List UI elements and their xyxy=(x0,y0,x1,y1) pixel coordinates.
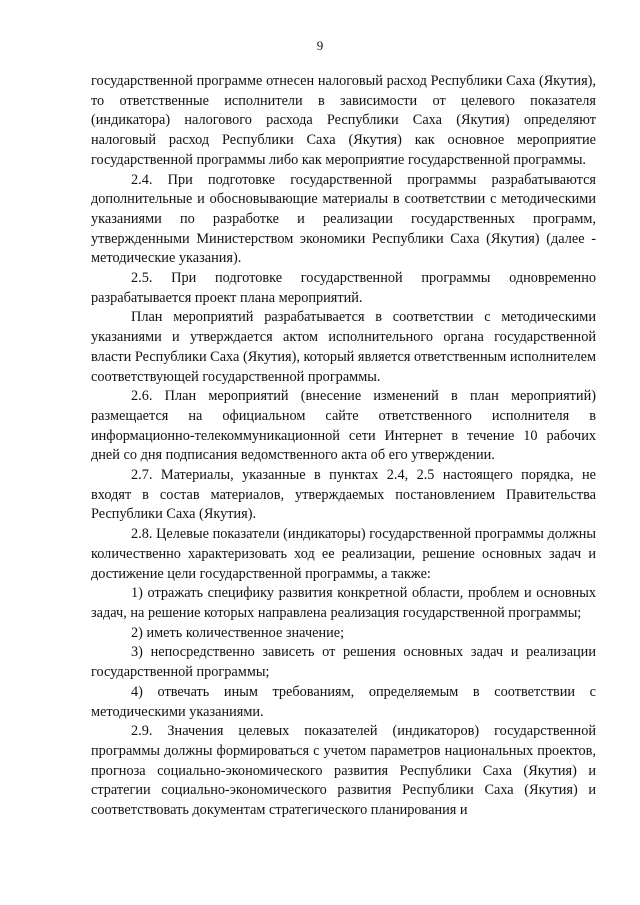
paragraph: 2.5. При подготовке государственной программы одновременно разрабатывается проект плана мероприятий. xyxy=(91,270,596,306)
paragraph: 2.8. Целевые показатели (индикаторы) государственной программы должны количественно характеризовать ход ее реализации, решение основных задач и достижение цели государственной программы, а также: xyxy=(91,526,596,582)
paragraph: План мероприятий разрабатывается в соответствии с методическими указаниями и утверждается актом исполнительного органа государственной власти Республики Саха (Якутия), который является ответственным исполнителем соответствующей государственной программы. xyxy=(91,309,596,385)
paragraph: 2.6. План мероприятий (внесение изменений в план мероприятий) размещается на официальном сайте ответственного исполнителя в информационно-телекоммуникационной сети Интернет в течение 10 рабочих дней со дня подписания ведомственного акта об его утверждении. xyxy=(91,388,596,464)
list-item: 4) отвечать иным требованиям, определяемым в соответствии с методическими указаниями. xyxy=(91,683,596,720)
paragraph: государственной программе отнесен налоговый расход Республики Саха (Якутия), то ответственные исполнители в зависимости от целевого показателя (индикатора) налогового расхода Республики Саха (Якутия) определяют налоговый расход Республики Саха (Якутия) как основное мероприятие государственной программы либо как мероприятие государственной программы. xyxy=(91,73,596,168)
paragraph: 2.7. Материалы, указанные в пунктах 2.4, 2.5 настоящего порядка, не входят в состав материалов, утверждаемых постановлением Правительства Республики Саха (Якутия). xyxy=(91,467,596,523)
body-text xyxy=(91,72,596,821)
list-item: 1) отражать специфику развития конкретной области, проблем и основных задач, на решение которых направлена реализация государственной программы; xyxy=(91,585,596,621)
list-item: 2) иметь количественное значение; xyxy=(131,624,345,641)
page-number: 9 xyxy=(316,38,324,53)
list-item: 3) непосредственно зависеть от решения основных задач и реализации государственной программы; xyxy=(91,644,596,681)
paragraph: 2.4. При подготовке государственной программы разрабатываются дополнительные и обосновывающие материалы в соответствии с методическими указаниями по разработке и реализации государственных программ, утвержденными Министерством экономики Республики Саха (Якутия) (далее - методические указания). xyxy=(91,171,596,267)
paragraph: 2.9. Значения целевых показателей (индикаторов) государственной программы должны формироваться с учетом параметров национальных проектов, прогноза социально-экономического развития Республики Саха (Якутия) и стратегии социально-экономического развития Республики Саха (Якутия) и соответствовать документам стратегического планирования и xyxy=(91,723,596,819)
